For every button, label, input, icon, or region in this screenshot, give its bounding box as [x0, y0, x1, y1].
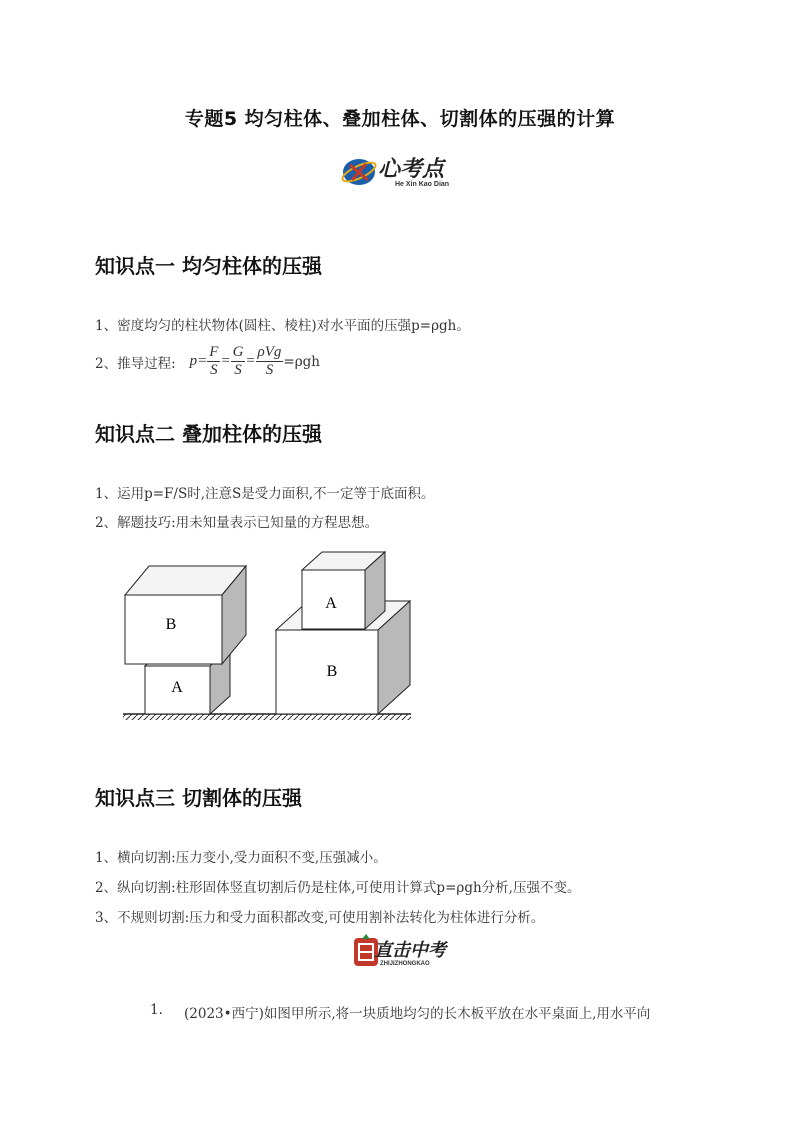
question-1	[150, 1002, 650, 1022]
label-right-a: A	[325, 595, 337, 612]
fraction-g-over-s: $\frac{G}{S}$	[232, 344, 244, 378]
section3-line1: 1、横向切割:压力变小,受力面积不变,压强减小。	[95, 850, 387, 866]
stacked-blocks-figure	[118, 548, 418, 728]
question-number: 1.	[150, 1002, 163, 1018]
formula-p: p	[189, 353, 198, 369]
section2-line1: 1、运用p=F/S时,注意S是受力面积,不一定等于底面积。	[95, 486, 435, 502]
label-left-a: A	[171, 679, 183, 696]
logo2-sub-text: ZHIJIZHONGKAO	[380, 961, 430, 967]
label-left-b: B	[165, 616, 177, 633]
formula-eq3: =	[245, 353, 256, 369]
question-text: (2023•西宁)如图甲所示,将一块质地均匀的长木板平放在水平桌面上,用水平向	[184, 1006, 651, 1022]
formula-eq1: =	[197, 353, 208, 369]
section1-heading: 知识点一 均匀柱体的压强	[95, 254, 322, 278]
derivation-formula	[190, 344, 320, 379]
zhi-ji-zhong-kao-logo	[352, 930, 452, 976]
logo1-main-text: 心考点	[378, 156, 445, 182]
section3-line2: 2、纵向切割:柱形固体竖直切割后仍是柱体,可使用计算式p=ρgh分析,压强不变。	[95, 880, 581, 896]
formula-result: =ρgh	[283, 353, 320, 370]
logo1-sub-text: He Xin Kao Dian	[395, 181, 450, 188]
formula-eq2: =	[220, 353, 231, 369]
page-title: 专题5 均匀柱体、叠加柱体、切割体的压强的计算	[184, 108, 616, 130]
derivation-label: 2、推导过程:	[95, 355, 176, 372]
label-right-b: B	[326, 663, 338, 680]
section1-line1: 1、密度均匀的柱状物体(圆柱、棱柱)对水平面的压强p=ρgh。	[95, 318, 470, 334]
fraction-f-over-s: $\frac{F}{S}$	[209, 344, 219, 378]
right-block-a	[302, 552, 385, 629]
section3-heading: 知识点三 切割体的压强	[95, 786, 302, 810]
left-block-b	[125, 566, 246, 664]
fraction-rhovg-over-s: $\frac{\text{ρVg}}{S}$	[257, 344, 282, 378]
section2-heading: 知识点二 叠加柱体的压强	[95, 422, 322, 446]
he-xin-kao-dian-logo	[340, 150, 465, 196]
section2-line2: 2、解题技巧:用未知量表示已知量的方程思想。	[95, 515, 379, 531]
section1-line2	[95, 344, 320, 379]
section3-line3: 3、不规则切割:压力和受力面积都改变,可使用割补法转化为柱体进行分析。	[95, 910, 545, 926]
logo2-main-text: 直击中考	[374, 940, 446, 961]
